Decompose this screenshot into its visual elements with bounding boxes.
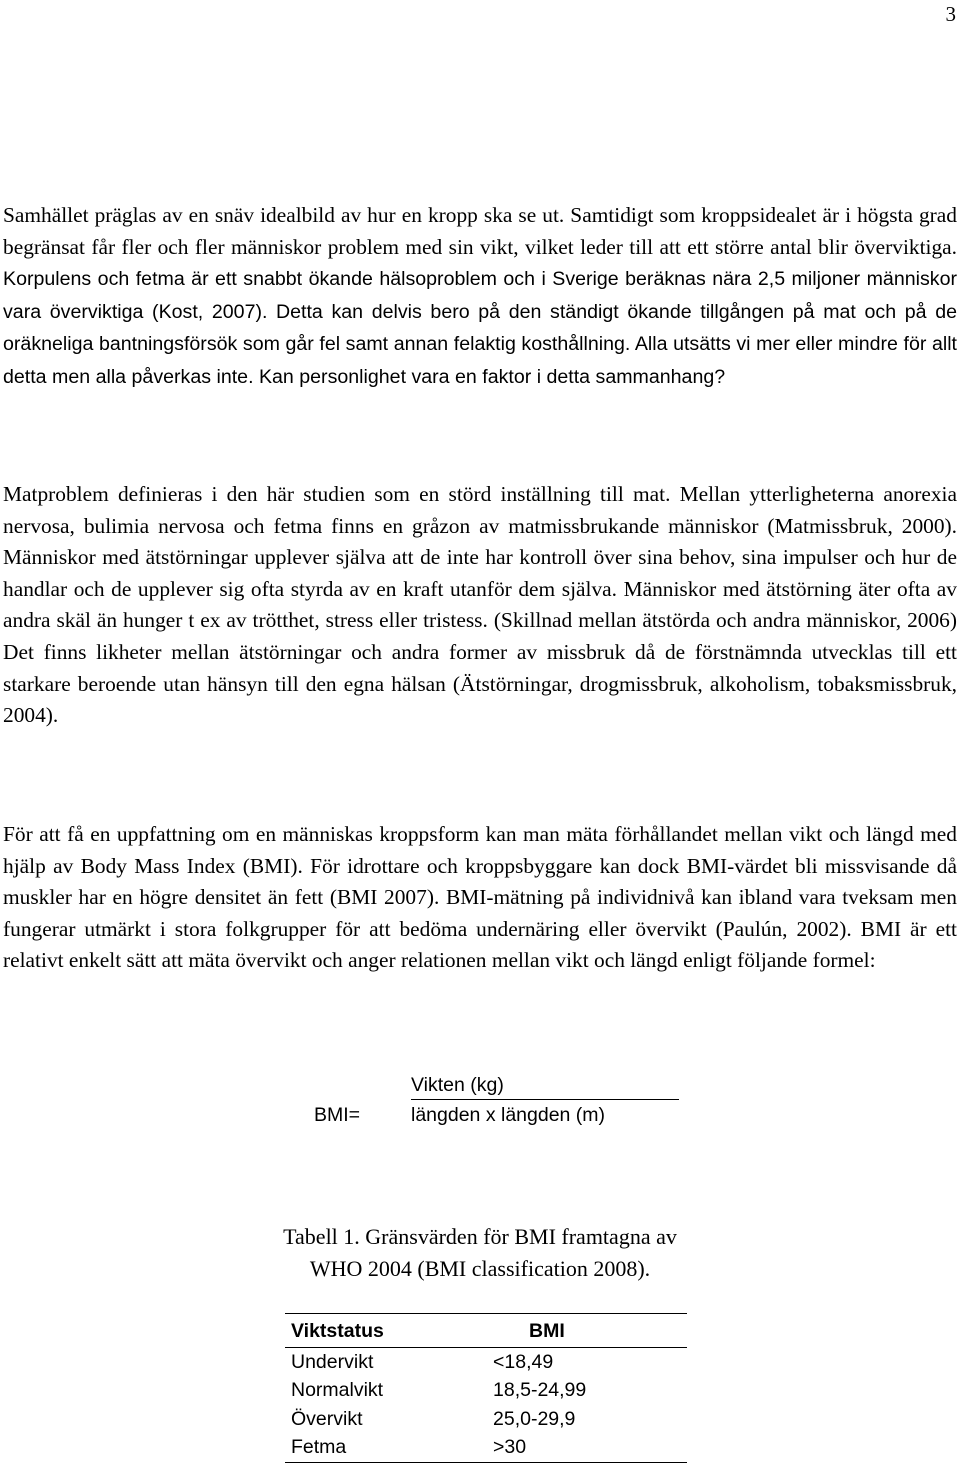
paragraph-bmi: För att få en uppfattning om en människas kroppsform kan man mäta förhållandet mellan vikt och längd med hjälp av Body Mass Index (BMI). För idrottare och kroppsbyggare kan dock BMI-värdet bli missvisande då muskler har en högre densitet än fett (BMI 2007). BMI-mätning på individnivå kan ibland vara tveksam men fungerar utmärkt i stora folkgrupper för att bedöma undernäring eller övervikt (Paulún, 2002). BMI är ett relativt enkelt sätt att mäta övervikt och anger relationen mellan vikt och längd enligt följande formel: bbox=[3, 822, 957, 973]
paragraph-intro bbox=[3, 200, 957, 394]
cell-status: Fetma bbox=[291, 1436, 347, 1459]
cell-bmi: 25,0-29,9 bbox=[493, 1407, 576, 1430]
cell-status: Undervikt bbox=[291, 1350, 374, 1373]
header-bmi: BMI bbox=[529, 1320, 565, 1342]
page-number: 3 bbox=[945, 2, 956, 26]
bmi-table bbox=[285, 1313, 687, 1463]
paragraph-intro-lead: Samhället präglas av en snäv idealbild av hur en kropp ska se ut. Samtidigt som kroppsidealet är i högsta grad begränsat får fler och fler människor problem med sin vikt, vilket leder till att ett större antal blir överviktiga. bbox=[3, 203, 957, 259]
formula-numerator: Vikten (kg) bbox=[411, 1071, 679, 1100]
formula-denominator: längden x längden (m) bbox=[411, 1104, 606, 1126]
table-row bbox=[285, 1405, 687, 1434]
paragraph-matproblem: Matproblem definieras i den här studien som en störd inställning till mat. Mellan ytterligheterna anorexia nervosa, bulimia nervosa och fetma finns en gråzon av matmissbrukande människor (Matmissbruk, 2000). Människor med ätstörningar upplever själva att de inte har kontroll över sina behov, sina impulser och hur de handlar och de upplever sig ofta styrda av en kraft utanför dem själva. Människor med ätstörning äter ofta av andra skäl än hunger t ex av trötthet, stress eller tristess. (Skillnad mellan ätstörda och andra människor, 2006) Det finns likheter mellan ätstörningar och andra former av missbruk då de förstnämnda utvecklas till ett starkare beroende utan hänsyn till den egna hälsan (Ätstörningar, drogmissbruk, alkoholism, tobaksmissbruk, 2004). bbox=[3, 482, 957, 728]
paragraph-intro-sans: Korpulens och fetma är ett snabbt ökande hälsoproblem och i Sverige beräknas nära 2,5 miljoner människor vara överviktiga (Kost, 2007). bbox=[3, 268, 957, 323]
header-viktstatus: Viktstatus bbox=[291, 1320, 384, 1342]
cell-bmi: 18,5-24,99 bbox=[493, 1379, 587, 1402]
cell-status: Normalvikt bbox=[291, 1379, 384, 1402]
table-caption-line1: Tabell 1. Gränsvärden för BMI framtagna av bbox=[283, 1224, 677, 1249]
cell-bmi: <18,49 bbox=[493, 1350, 554, 1373]
paragraph-intro-rest: Detta kan delvis bero på den ständigt ökande tillgången på mat och på de oräkneliga bantningsförsök som går fel samt annan felaktig kosthållning. Alla utsätts vi mer eller mindre för allt detta men alla påverkas inte. Kan personlighet vara en faktor i detta sammanhang? bbox=[3, 300, 957, 388]
cell-status: Övervikt bbox=[291, 1407, 363, 1430]
formula-label: BMI= bbox=[314, 1104, 361, 1126]
table-caption-line2: WHO 2004 (BMI classification 2008). bbox=[309, 1256, 651, 1281]
table-header-row bbox=[285, 1314, 687, 1348]
table-row bbox=[285, 1377, 687, 1406]
cell-bmi: >30 bbox=[493, 1436, 527, 1459]
table-row bbox=[285, 1434, 687, 1463]
table-row bbox=[285, 1348, 687, 1377]
